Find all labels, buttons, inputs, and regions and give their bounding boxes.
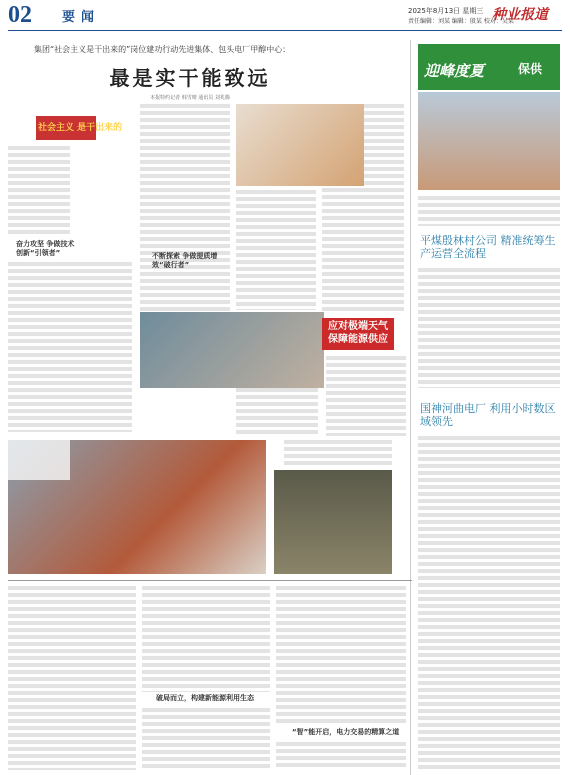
text-column xyxy=(142,586,270,692)
text-column xyxy=(418,436,560,770)
article-headline: 最是实干能致远 xyxy=(109,66,271,90)
feature-tag-text: 应对极端天气 保障能源供应 xyxy=(328,321,388,345)
side-banner-sub: 保供 xyxy=(518,62,543,76)
issue-date: 2025年8月13日 星期三 xyxy=(408,7,484,15)
photo-caption xyxy=(8,440,70,480)
photo-caption xyxy=(418,196,560,226)
text-column xyxy=(8,262,132,432)
article-byline: 本报特约记者 韩雪晴 通讯员 刘兆腾 xyxy=(150,95,230,101)
side-story-title-1: 平煤殷林村公司 精准统筹生产运营全流程 xyxy=(420,234,556,260)
subhead-1: 奋力攻坚 争做技术创新“引领者” xyxy=(16,240,75,257)
subhead-4: 破局而立，构建新能源利用生态 xyxy=(156,694,254,702)
text-column xyxy=(140,104,230,314)
photo-caption xyxy=(326,356,406,436)
side-story-title-2: 国神河曲电厂 利用小时数区域领先 xyxy=(420,402,556,428)
text-column xyxy=(8,146,70,236)
text-column xyxy=(276,742,406,770)
text-column xyxy=(8,586,136,770)
photo-caption xyxy=(284,440,392,468)
article-photo xyxy=(140,312,324,388)
masthead-logo: 种业报道 xyxy=(492,8,548,23)
article-kicker: 集团“社会主义是干出来的”岗位建功行动先进集体、包头电厂甲醇中心： xyxy=(34,45,291,54)
text-column xyxy=(236,190,316,310)
editor-line: 责任编辑：刘某 编辑：殷某 校对：吴某 xyxy=(408,18,514,25)
header-rule xyxy=(8,30,562,31)
subhead-2: 不断探索 争做提质增效“破行者” xyxy=(152,252,218,269)
section-divider xyxy=(8,580,412,581)
column-banner-text: 社会主义 是干出来的 xyxy=(38,123,123,133)
side-photo xyxy=(418,92,560,190)
side-banner-title: 迎峰度夏 xyxy=(424,62,485,80)
article-photo xyxy=(274,470,392,574)
article-photo xyxy=(236,104,364,186)
section-title: 要闻 xyxy=(62,9,101,24)
text-column xyxy=(276,586,406,726)
page-number: 02 xyxy=(8,2,32,28)
text-column xyxy=(418,268,560,388)
subhead-5: “智”能开启，电力交易的精算之道 xyxy=(292,728,400,736)
column-divider xyxy=(410,40,411,775)
text-column xyxy=(142,708,270,770)
